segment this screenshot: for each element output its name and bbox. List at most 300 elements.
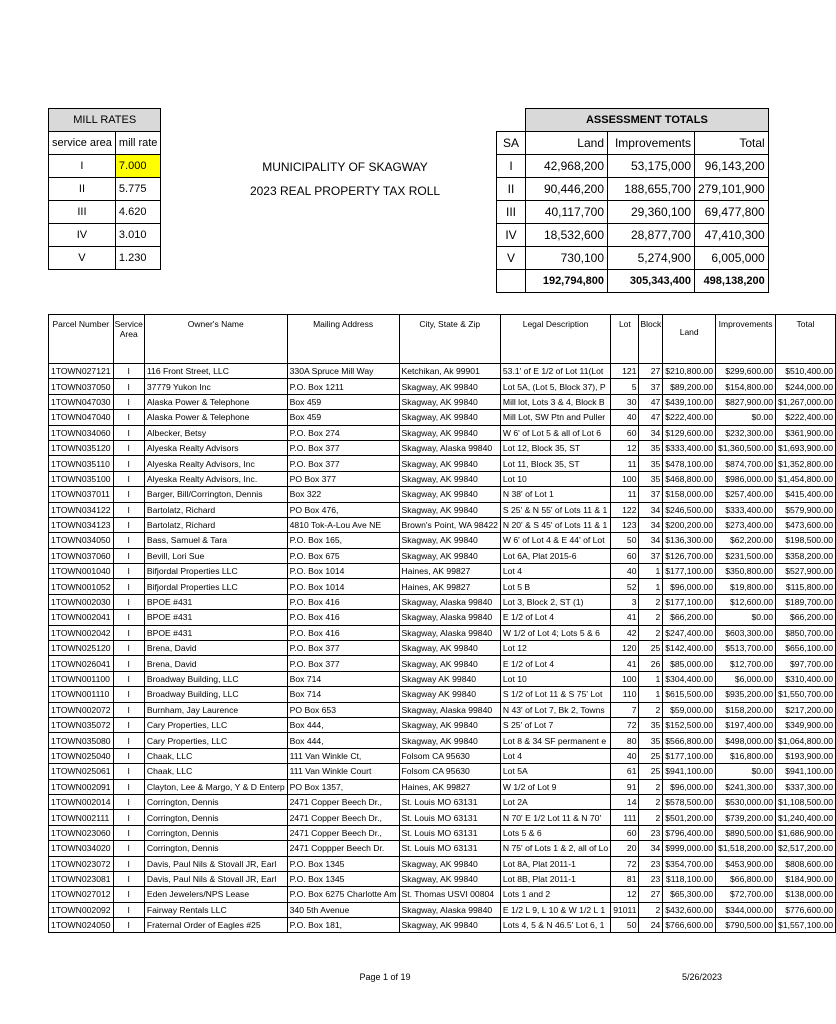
total-cell: $2,517,200.00	[776, 841, 836, 856]
service-area-cell: I	[113, 410, 144, 425]
service-area-cell: I	[113, 502, 144, 517]
service-area-header: service area	[49, 132, 116, 155]
total-cell: $97,700.00	[776, 656, 836, 671]
city-state-zip-cell: Haines, AK 99827	[399, 579, 500, 594]
city-state-zip-column-header: City, State & Zip	[399, 315, 500, 364]
total-cell: $415,400.00	[776, 487, 836, 502]
service-area-cell: I	[113, 394, 144, 409]
lot-cell: 11	[611, 487, 639, 502]
improvements-cell: 53,175,000	[608, 155, 695, 178]
total-cell: $217,200.00	[776, 702, 836, 717]
land-cell: $468,800.00	[663, 471, 716, 486]
total-cell: $349,900.00	[776, 717, 836, 732]
lot-cell: 91011	[611, 902, 639, 917]
mailing-address-cell: P.O. Box 1014	[287, 579, 399, 594]
improvements-cell: $158,200.00	[716, 702, 776, 717]
improvements-cell: $1,360,500.00	[716, 440, 776, 455]
block-cell: 1	[639, 687, 663, 702]
service-area-cell: I	[113, 702, 144, 717]
improvements-cell: $19,800.00	[716, 579, 776, 594]
parcel-number-cell: 1TOWN034050	[49, 533, 114, 548]
grand-total: 498,138,200	[695, 270, 769, 293]
city-state-zip-cell: Skagway, AK 99840	[399, 394, 500, 409]
city-state-zip-cell: Skagway, AK 99840	[399, 548, 500, 563]
owner-name-cell: Alyeska Realty Advisors	[144, 440, 287, 455]
block-cell: 34	[639, 841, 663, 856]
city-state-zip-cell: Skagway, AK 99840	[399, 533, 500, 548]
service-area-cell: I	[113, 656, 144, 671]
block-cell: 26	[639, 656, 663, 671]
mill-rates-table	[48, 108, 161, 270]
mill-rate-header: mill rate	[115, 132, 161, 155]
service-area-cell: I	[113, 456, 144, 471]
land-cell: $210,800.00	[663, 364, 716, 379]
improvements-cell: $790,500.00	[716, 918, 776, 933]
service-area-cell: I	[113, 794, 144, 809]
legal-description-cell: Lot 2A	[500, 794, 610, 809]
mill-rate: 5.775	[115, 178, 161, 201]
improvements-cell: $241,300.00	[716, 779, 776, 794]
mailing-address-cell: 330A Spruce Mill Way	[287, 364, 399, 379]
land-cell: $766,600.00	[663, 918, 716, 933]
mill-rate: 3.010	[115, 224, 161, 247]
mailing-address-cell: P.O. Box 416	[287, 594, 399, 609]
parcel-number-cell: 1TOWN001052	[49, 579, 114, 594]
lot-cell: 91	[611, 779, 639, 794]
city-state-zip-cell: St. Louis MO 63131	[399, 825, 500, 840]
report-date: 5/26/2023	[681, 972, 722, 982]
mailing-address-cell: Box 444,	[287, 717, 399, 732]
legal-description-cell: W 1/2 of Lot 9	[500, 779, 610, 794]
city-state-zip-cell: Skagway, Alaska 99840	[399, 440, 500, 455]
land-cell: $158,000.00	[663, 487, 716, 502]
legal-description-cell: Mill Lot, SW Ptn and Puller	[500, 410, 610, 425]
improvements-cell: $344,000.00	[716, 902, 776, 917]
block-cell: 2	[639, 594, 663, 609]
service-area: I	[49, 155, 116, 178]
parcel-number-cell: 1TOWN001110	[49, 687, 114, 702]
city-state-zip-cell: Skagway, AK 99840	[399, 918, 500, 933]
city-state-zip-cell: Skagway, AK 99840	[399, 410, 500, 425]
block-column-header: Block	[639, 315, 663, 364]
improvements-cell: $890,500.00	[716, 825, 776, 840]
owner-name-cell: Bevill, Lori Sue	[144, 548, 287, 563]
lot-cell: 72	[611, 717, 639, 732]
total-cell: $1,064,800.00	[776, 733, 836, 748]
table-row	[49, 717, 836, 732]
parcel-number-cell: 1TOWN001100	[49, 671, 114, 686]
legal-description-cell: Lot 4	[500, 564, 610, 579]
improvements-cell: $498,000.00	[716, 733, 776, 748]
land-cell: $222,400.00	[663, 410, 716, 425]
mailing-address-cell: PO Box 653	[287, 702, 399, 717]
land-cell: $354,700.00	[663, 856, 716, 871]
sa-cell: II	[497, 178, 526, 201]
legal-description-cell: S 1/2 of Lot 11 & S 75' Lot	[500, 687, 610, 702]
improvements-cell: $350,800.00	[716, 564, 776, 579]
improvements-cell: $827,900.00	[716, 394, 776, 409]
legal-description-cell: N 20' & S 45' of Lots 11 & 1	[500, 517, 610, 532]
city-state-zip-cell: St. Thomas USVI 00804	[399, 887, 500, 902]
table-row	[49, 764, 836, 779]
mailing-address-cell: Box 714	[287, 687, 399, 702]
legal-description-cell: Lot 3, Block 2, ST (1)	[500, 594, 610, 609]
owner-name-cell: 116 Front Street, LLC	[144, 364, 287, 379]
block-cell: 2	[639, 810, 663, 825]
city-state-zip-cell: St. Louis MO 63131	[399, 841, 500, 856]
service-area-cell: I	[113, 825, 144, 840]
sa-cell: III	[497, 201, 526, 224]
land-cell: $304,400.00	[663, 671, 716, 686]
land-cell: $247,400.00	[663, 625, 716, 640]
owner-name-cell: Corrington, Dennis	[144, 810, 287, 825]
service-area-cell: I	[113, 733, 144, 748]
parcel-number-cell: 1TOWN002111	[49, 810, 114, 825]
parcel-number-cell: 1TOWN035080	[49, 733, 114, 748]
total-cell: $527,900.00	[776, 564, 836, 579]
land-column-header: Land	[663, 315, 716, 364]
improvements-cell: $986,000.00	[716, 471, 776, 486]
land-cell: $566,800.00	[663, 733, 716, 748]
legal-description-cell: Lot 8B, Plat 2011-1	[500, 871, 610, 886]
city-state-zip-cell: Skagway, AK 99840	[399, 379, 500, 394]
legal-description-cell: N 38' of Lot 1	[500, 487, 610, 502]
city-state-zip-cell: Skagway, AK 99840	[399, 656, 500, 671]
improvements-cell: $1,518,200.00	[716, 841, 776, 856]
legal-description-cell: Lot 5 B	[500, 579, 610, 594]
block-cell: 37	[639, 487, 663, 502]
service-area-cell: I	[113, 425, 144, 440]
table-row	[49, 794, 836, 809]
table-row	[49, 564, 836, 579]
mailing-address-cell: Box 714	[287, 671, 399, 686]
owner-name-cell: BPOE #431	[144, 625, 287, 640]
parcel-number-column-header: Parcel Number	[49, 315, 114, 364]
parcel-number-cell: 1TOWN037011	[49, 487, 114, 502]
total-cell: 96,143,200	[695, 155, 769, 178]
table-row	[49, 579, 836, 594]
land-grand-total: 192,794,800	[526, 270, 608, 293]
improvements-cell: $603,300.00	[716, 625, 776, 640]
mailing-address-column-header: Mailing Address	[287, 315, 399, 364]
parcel-number-cell: 1TOWN034060	[49, 425, 114, 440]
mailing-address-cell: Box 444,	[287, 733, 399, 748]
table-row	[49, 656, 836, 671]
table-row	[49, 502, 836, 517]
mailing-address-cell: P.O. Box 1345	[287, 856, 399, 871]
owner-name-cell: Davis, Paul Nils & Stovall JR, Earl	[144, 871, 287, 886]
mill-rate: 1.230	[115, 247, 161, 270]
legal-description-cell: 53.1' of E 1/2 of Lot 11(Lot	[500, 364, 610, 379]
mailing-address-cell: PO Box 377	[287, 471, 399, 486]
owner-name-cell: Fraternal Order of Eagles #25	[144, 918, 287, 933]
legal-description-cell: Lot 11, Block 35, ST	[500, 456, 610, 471]
city-state-zip-cell: Haines, AK 99827	[399, 779, 500, 794]
block-cell: 37	[639, 548, 663, 563]
total-cell: $358,200.00	[776, 548, 836, 563]
block-cell: 27	[639, 364, 663, 379]
block-cell: 34	[639, 425, 663, 440]
parcel-number-cell: 1TOWN025040	[49, 748, 114, 763]
land-cell: $501,200.00	[663, 810, 716, 825]
table-row	[49, 364, 836, 379]
land-cell: $246,500.00	[663, 502, 716, 517]
service-area-cell: I	[113, 717, 144, 732]
total-cell: $808,600.00	[776, 856, 836, 871]
land-cell: $136,300.00	[663, 533, 716, 548]
owner-name-cell: Alyeska Realty Advisors, Inc	[144, 456, 287, 471]
parcel-number-cell: 1TOWN002014	[49, 794, 114, 809]
table-row	[49, 610, 836, 625]
total-cell: $1,686,900.00	[776, 825, 836, 840]
legal-description-cell: Lot 12, Block 35, ST	[500, 440, 610, 455]
owner-name-cell: Alyeska Realty Advisors, Inc.	[144, 471, 287, 486]
lot-cell: 30	[611, 394, 639, 409]
service-area-cell: I	[113, 764, 144, 779]
land-cell: 42,968,200	[526, 155, 608, 178]
mailing-address-cell: PO Box 476,	[287, 502, 399, 517]
owner-name-cell: Bass, Samuel & Tara	[144, 533, 287, 548]
city-state-zip-cell: Brown's Point, WA 98422	[399, 517, 500, 532]
table-row	[49, 748, 836, 763]
legal-description-cell: Lots 5 & 6	[500, 825, 610, 840]
service-area-cell: I	[113, 671, 144, 686]
service-area-cell: I	[113, 856, 144, 871]
city-state-zip-cell: Skagway, AK 99840	[399, 487, 500, 502]
parcel-number-cell: 1TOWN034122	[49, 502, 114, 517]
block-cell: 35	[639, 440, 663, 455]
parcel-number-cell: 1TOWN035110	[49, 456, 114, 471]
mailing-address-cell: P.O. Box 377	[287, 440, 399, 455]
improvements-cell: $739,200.00	[716, 810, 776, 825]
improvements-cell: $16,800.00	[716, 748, 776, 763]
lot-cell: 81	[611, 871, 639, 886]
city-state-zip-cell: Skagway, AK 99840	[399, 502, 500, 517]
land-cell: $177,100.00	[663, 748, 716, 763]
service-area-cell: I	[113, 594, 144, 609]
service-area-cell: I	[113, 471, 144, 486]
owner-name-cell: Alaska Power & Telephone	[144, 410, 287, 425]
lot-cell: 7	[611, 702, 639, 717]
lot-cell: 110	[611, 687, 639, 702]
improvements-cell: $12,600.00	[716, 594, 776, 609]
improvements-cell: $513,700.00	[716, 641, 776, 656]
city-state-zip-cell: Skagway AK 99840	[399, 671, 500, 686]
table-row	[49, 902, 836, 917]
improvements-cell: $232,300.00	[716, 425, 776, 440]
municipality-title: MUNICIPALITY OF SKAGWAY	[262, 160, 428, 174]
block-cell: 2	[639, 610, 663, 625]
legal-description-cell: S 25' & N 55' of Lots 11 & 1	[500, 502, 610, 517]
total-cell: $1,352,800.00	[776, 456, 836, 471]
total-cell: $66,200.00	[776, 610, 836, 625]
city-state-zip-cell: Skagway, AK 99840	[399, 717, 500, 732]
lot-cell: 52	[611, 579, 639, 594]
owner-name-cell: Corrington, Dennis	[144, 825, 287, 840]
lot-cell: 121	[611, 364, 639, 379]
service-area-cell: I	[113, 779, 144, 794]
owner-name-cell: Barger, Bill/Corrington, Dennis	[144, 487, 287, 502]
total-cell: $473,600.00	[776, 517, 836, 532]
parcel-number-cell: 1TOWN023072	[49, 856, 114, 871]
service-area: II	[49, 178, 116, 201]
total-cell: $850,700.00	[776, 625, 836, 640]
land-cell: 730,100	[526, 247, 608, 270]
lot-cell: 40	[611, 564, 639, 579]
total-cell: $115,800.00	[776, 579, 836, 594]
mailing-address-cell: Box 322	[287, 487, 399, 502]
total-cell: $184,900.00	[776, 871, 836, 886]
legal-description-cell: W 6' of Lot 4 & E 44' of Lot	[500, 533, 610, 548]
service-area-cell: I	[113, 379, 144, 394]
land-cell: $615,500.00	[663, 687, 716, 702]
service-area-cell: I	[113, 487, 144, 502]
mailing-address-cell: P.O. Box 165,	[287, 533, 399, 548]
improvements-cell: $0.00	[716, 764, 776, 779]
lot-cell: 122	[611, 502, 639, 517]
lot-cell: 41	[611, 610, 639, 625]
owner-name-cell: Corrington, Dennis	[144, 841, 287, 856]
improvements-cell: $154,800.00	[716, 379, 776, 394]
owner-name-cell: Fairway Rentals LLC	[144, 902, 287, 917]
land-cell: $200,200.00	[663, 517, 716, 532]
mailing-address-cell: P.O. Box 181,	[287, 918, 399, 933]
city-state-zip-cell: Skagway AK 99840	[399, 687, 500, 702]
total-cell: $1,240,400.00	[776, 810, 836, 825]
land-cell: $439,100.00	[663, 394, 716, 409]
service-area: V	[49, 247, 116, 270]
owner-name-cell: Clayton, Lee & Margo, Y & D Enterp	[144, 779, 287, 794]
table-row	[49, 856, 836, 871]
mailing-address-cell: P.O. Box 1014	[287, 564, 399, 579]
city-state-zip-cell: Skagway, AK 99840	[399, 471, 500, 486]
sa-header: SA	[497, 132, 526, 155]
city-state-zip-cell: Skagway, AK 99840	[399, 641, 500, 656]
legal-description-cell: Lots 4, 5 & N 46.5' Lot 6, 1	[500, 918, 610, 933]
service-area-cell: I	[113, 748, 144, 763]
table-row	[49, 841, 836, 856]
block-cell: 2	[639, 794, 663, 809]
city-state-zip-cell: St. Louis MO 63131	[399, 810, 500, 825]
lot-column-header: Lot	[611, 315, 639, 364]
owner-name-cell: Cary Properties, LLC	[144, 733, 287, 748]
service-area-cell: I	[113, 440, 144, 455]
lot-cell: 41	[611, 656, 639, 671]
mailing-address-cell: 2471 Copper Beech Dr.,	[287, 825, 399, 840]
lot-cell: 12	[611, 887, 639, 902]
table-row	[49, 594, 836, 609]
mailing-address-cell: P.O. Box 675	[287, 548, 399, 563]
table-row	[49, 517, 836, 532]
improvements-cell: $935,200.00	[716, 687, 776, 702]
table-row	[49, 702, 836, 717]
table-row	[49, 887, 836, 902]
land-cell: $66,200.00	[663, 610, 716, 625]
improvements-cell: 29,360,100	[608, 201, 695, 224]
owner-name-cell: Broadway Building, LLC	[144, 687, 287, 702]
sa-cell: IV	[497, 224, 526, 247]
table-row	[49, 641, 836, 656]
improvements-column-header: Improvements	[716, 315, 776, 364]
improvements-cell: $6,000.00	[716, 671, 776, 686]
lot-cell: 11	[611, 456, 639, 471]
legal-description-cell: Lot 8 & 34 SF permanent e	[500, 733, 610, 748]
table-row	[49, 533, 836, 548]
legal-description-cell: S 25' of Lot 7	[500, 717, 610, 732]
total-cell: $510,400.00	[776, 364, 836, 379]
owner-name-cell: Bartolatz, Richard	[144, 517, 287, 532]
service-area-cell: I	[113, 641, 144, 656]
table-row	[49, 871, 836, 886]
service-area-cell: I	[113, 610, 144, 625]
block-cell: 23	[639, 825, 663, 840]
mailing-address-cell: P.O. Box 1211	[287, 379, 399, 394]
lot-cell: 50	[611, 533, 639, 548]
mailing-address-cell: P.O. Box 377	[287, 641, 399, 656]
block-cell: 2	[639, 902, 663, 917]
block-cell: 34	[639, 502, 663, 517]
lot-cell: 12	[611, 440, 639, 455]
improvements-cell: $12,700.00	[716, 656, 776, 671]
mailing-address-cell: PO Box 1357,	[287, 779, 399, 794]
service-area-cell: I	[113, 918, 144, 933]
block-cell: 47	[639, 394, 663, 409]
service-area: III	[49, 201, 116, 224]
land-cell: $999,000.00	[663, 841, 716, 856]
mailing-address-cell: Box 459	[287, 410, 399, 425]
lot-cell: 60	[611, 825, 639, 840]
total-cell: $138,000.00	[776, 887, 836, 902]
lot-cell: 80	[611, 733, 639, 748]
parcel-number-cell: 1TOWN025061	[49, 764, 114, 779]
sa-cell: I	[497, 155, 526, 178]
owner-name-cell: Burnham, Jay Laurence	[144, 702, 287, 717]
parcel-number-cell: 1TOWN002042	[49, 625, 114, 640]
assessment-totals-title: ASSESSMENT TOTALS	[526, 109, 769, 132]
table-row	[49, 548, 836, 563]
service-area-cell: I	[113, 364, 144, 379]
city-state-zip-cell: Skagway, AK 99840	[399, 871, 500, 886]
land-cell: $478,100.00	[663, 456, 716, 471]
lot-cell: 123	[611, 517, 639, 532]
land-cell: $152,500.00	[663, 717, 716, 732]
city-state-zip-cell: Folsom CA 95630	[399, 764, 500, 779]
improvements-cell: $197,400.00	[716, 717, 776, 732]
mailing-address-cell: 340 5th Avenue	[287, 902, 399, 917]
city-state-zip-cell: Folsom CA 95630	[399, 748, 500, 763]
improvements-cell: 5,274,900	[608, 247, 695, 270]
lot-cell: 42	[611, 625, 639, 640]
improvements-grand-total: 305,343,400	[608, 270, 695, 293]
mill-rate-selected[interactable]: 7.000	[115, 155, 161, 178]
total-cell: $361,900.00	[776, 425, 836, 440]
legal-description-cell: Lot 8A, Plat 2011-1	[500, 856, 610, 871]
table-row	[49, 671, 836, 686]
block-cell: 47	[639, 410, 663, 425]
improvements-cell: 188,655,700	[608, 178, 695, 201]
lot-cell: 40	[611, 410, 639, 425]
parcel-number-cell: 1TOWN027012	[49, 887, 114, 902]
parcel-number-cell: 1TOWN023060	[49, 825, 114, 840]
total-cell: $1,108,500.00	[776, 794, 836, 809]
parcel-number-cell: 1TOWN001040	[49, 564, 114, 579]
parcel-number-cell: 1TOWN025120	[49, 641, 114, 656]
mailing-address-cell: P.O. Box 377	[287, 456, 399, 471]
total-cell: $189,700.00	[776, 594, 836, 609]
parcel-number-cell: 1TOWN002092	[49, 902, 114, 917]
lot-cell: 60	[611, 548, 639, 563]
block-cell: 1	[639, 671, 663, 686]
